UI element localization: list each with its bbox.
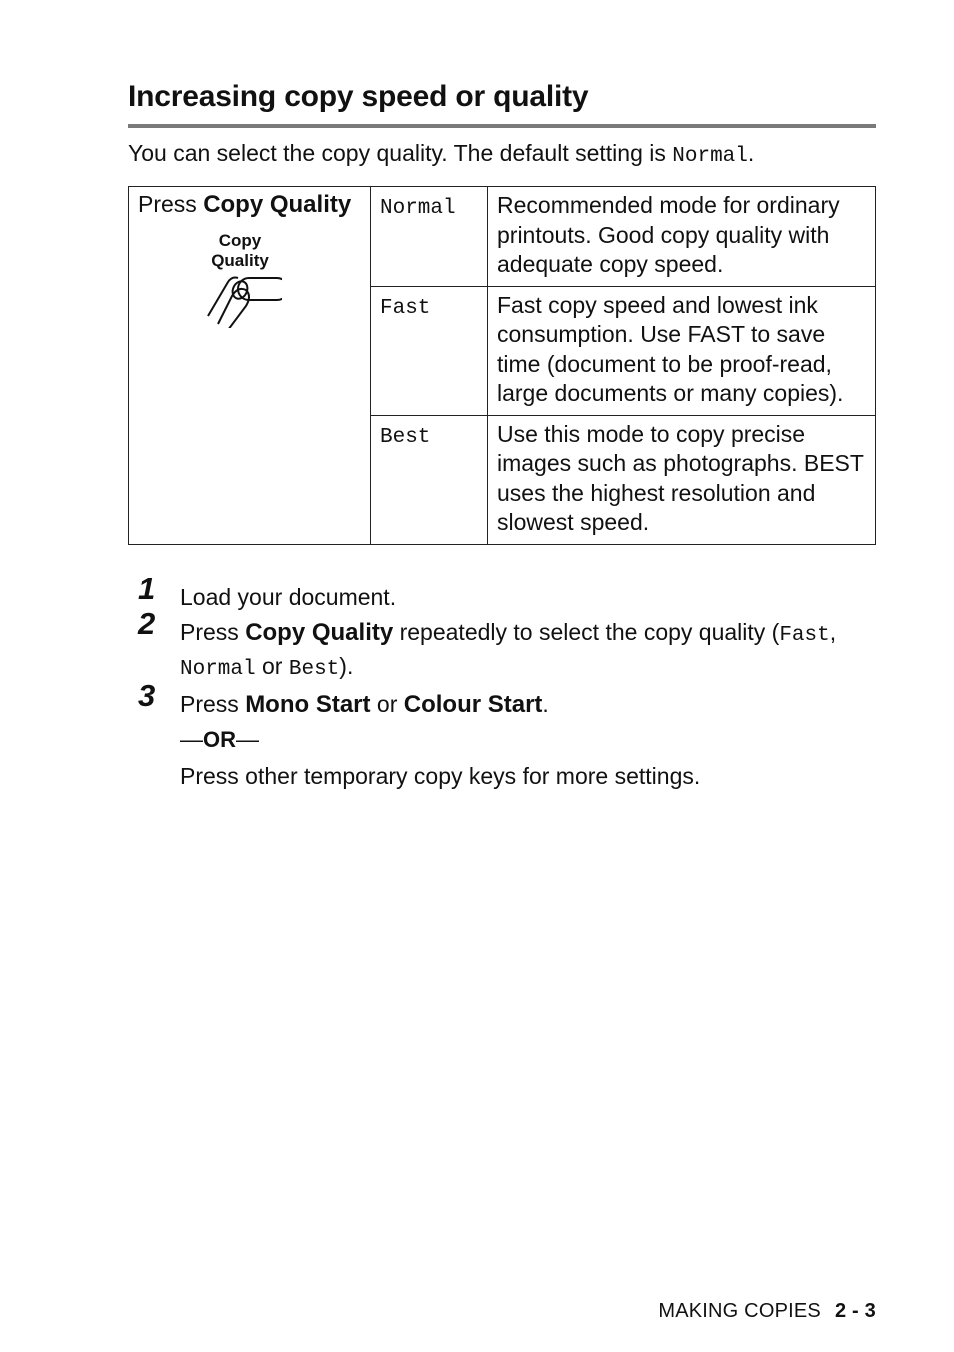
button-label-line1: Copy: [218, 230, 262, 250]
intro-default-value: Normal: [672, 145, 748, 168]
option-normal: Normal: [180, 658, 256, 681]
description-normal: Recommended mode for ordinary printouts. Good copy quality with adequate copy speed.: [488, 187, 876, 287]
step-number: 1: [138, 571, 156, 606]
title-rule: [128, 124, 876, 128]
mode-fast: Fast: [380, 296, 431, 320]
dash: —: [236, 726, 259, 752]
step-text: repeatedly to select the copy quality (: [393, 619, 780, 645]
mode-best: Best: [380, 425, 431, 449]
or-word: OR: [203, 727, 236, 752]
steps-list: [138, 571, 878, 724]
colour-start-key-label: Colour Start: [403, 691, 543, 718]
description-best: Use this mode to copy precise images such as photographs. BEST uses the highest resolution and slowest speed.: [488, 415, 876, 544]
page-footer: [658, 1300, 876, 1323]
option-fast: Fast: [779, 624, 830, 647]
press-instruction: [138, 190, 362, 220]
mode-cell-fast: [371, 286, 488, 415]
intro-paragraph: [128, 140, 754, 168]
intro-end: .: [747, 140, 755, 166]
copy-quality-key-label: Copy Quality: [245, 619, 394, 646]
step-3: [138, 678, 878, 720]
step-number: 2: [138, 606, 156, 641]
table-row: [129, 187, 876, 287]
step-number: 3: [138, 678, 156, 713]
mono-start-key-label: Mono Start: [245, 691, 371, 718]
option-best: Best: [288, 658, 340, 681]
page-title: Increasing copy speed or quality: [128, 80, 589, 113]
step-1: [138, 571, 878, 613]
separator: or: [255, 653, 289, 679]
or-separator: [180, 726, 259, 753]
mode-normal: Normal: [380, 197, 456, 220]
description-fast: Fast copy speed and lowest ink consumption. Use FAST to save time (document to be proof-read, large documents or many copies).: [488, 286, 876, 415]
mode-cell-best: [371, 415, 488, 544]
copy-quality-button-icon: [202, 228, 282, 328]
dash: —: [180, 726, 203, 752]
page-number: 2 - 3: [834, 1300, 876, 1322]
alternative-instruction: Press other temporary copy keys for more settings.: [180, 763, 701, 789]
mode-cell-normal: [371, 187, 488, 287]
intro-text: You can select the copy quality. The default setting is: [128, 140, 673, 166]
copy-quality-key-label: Copy Quality: [203, 191, 352, 218]
step-text: or: [370, 691, 404, 717]
step-2: [138, 606, 878, 685]
step-text-end: .: [542, 691, 549, 717]
step-text: Press: [180, 619, 246, 645]
step-text: Load your document.: [180, 584, 397, 610]
button-label-line2: Quality: [211, 250, 269, 270]
press-instruction-cell: [129, 187, 371, 545]
separator: ,: [829, 619, 837, 645]
footer-section: MAKING COPIES: [658, 1300, 821, 1322]
copy-quality-table: [128, 186, 876, 545]
press-prefix: Press: [138, 191, 204, 217]
step-text: Press: [180, 691, 246, 717]
step-text-end: ).: [339, 653, 354, 679]
